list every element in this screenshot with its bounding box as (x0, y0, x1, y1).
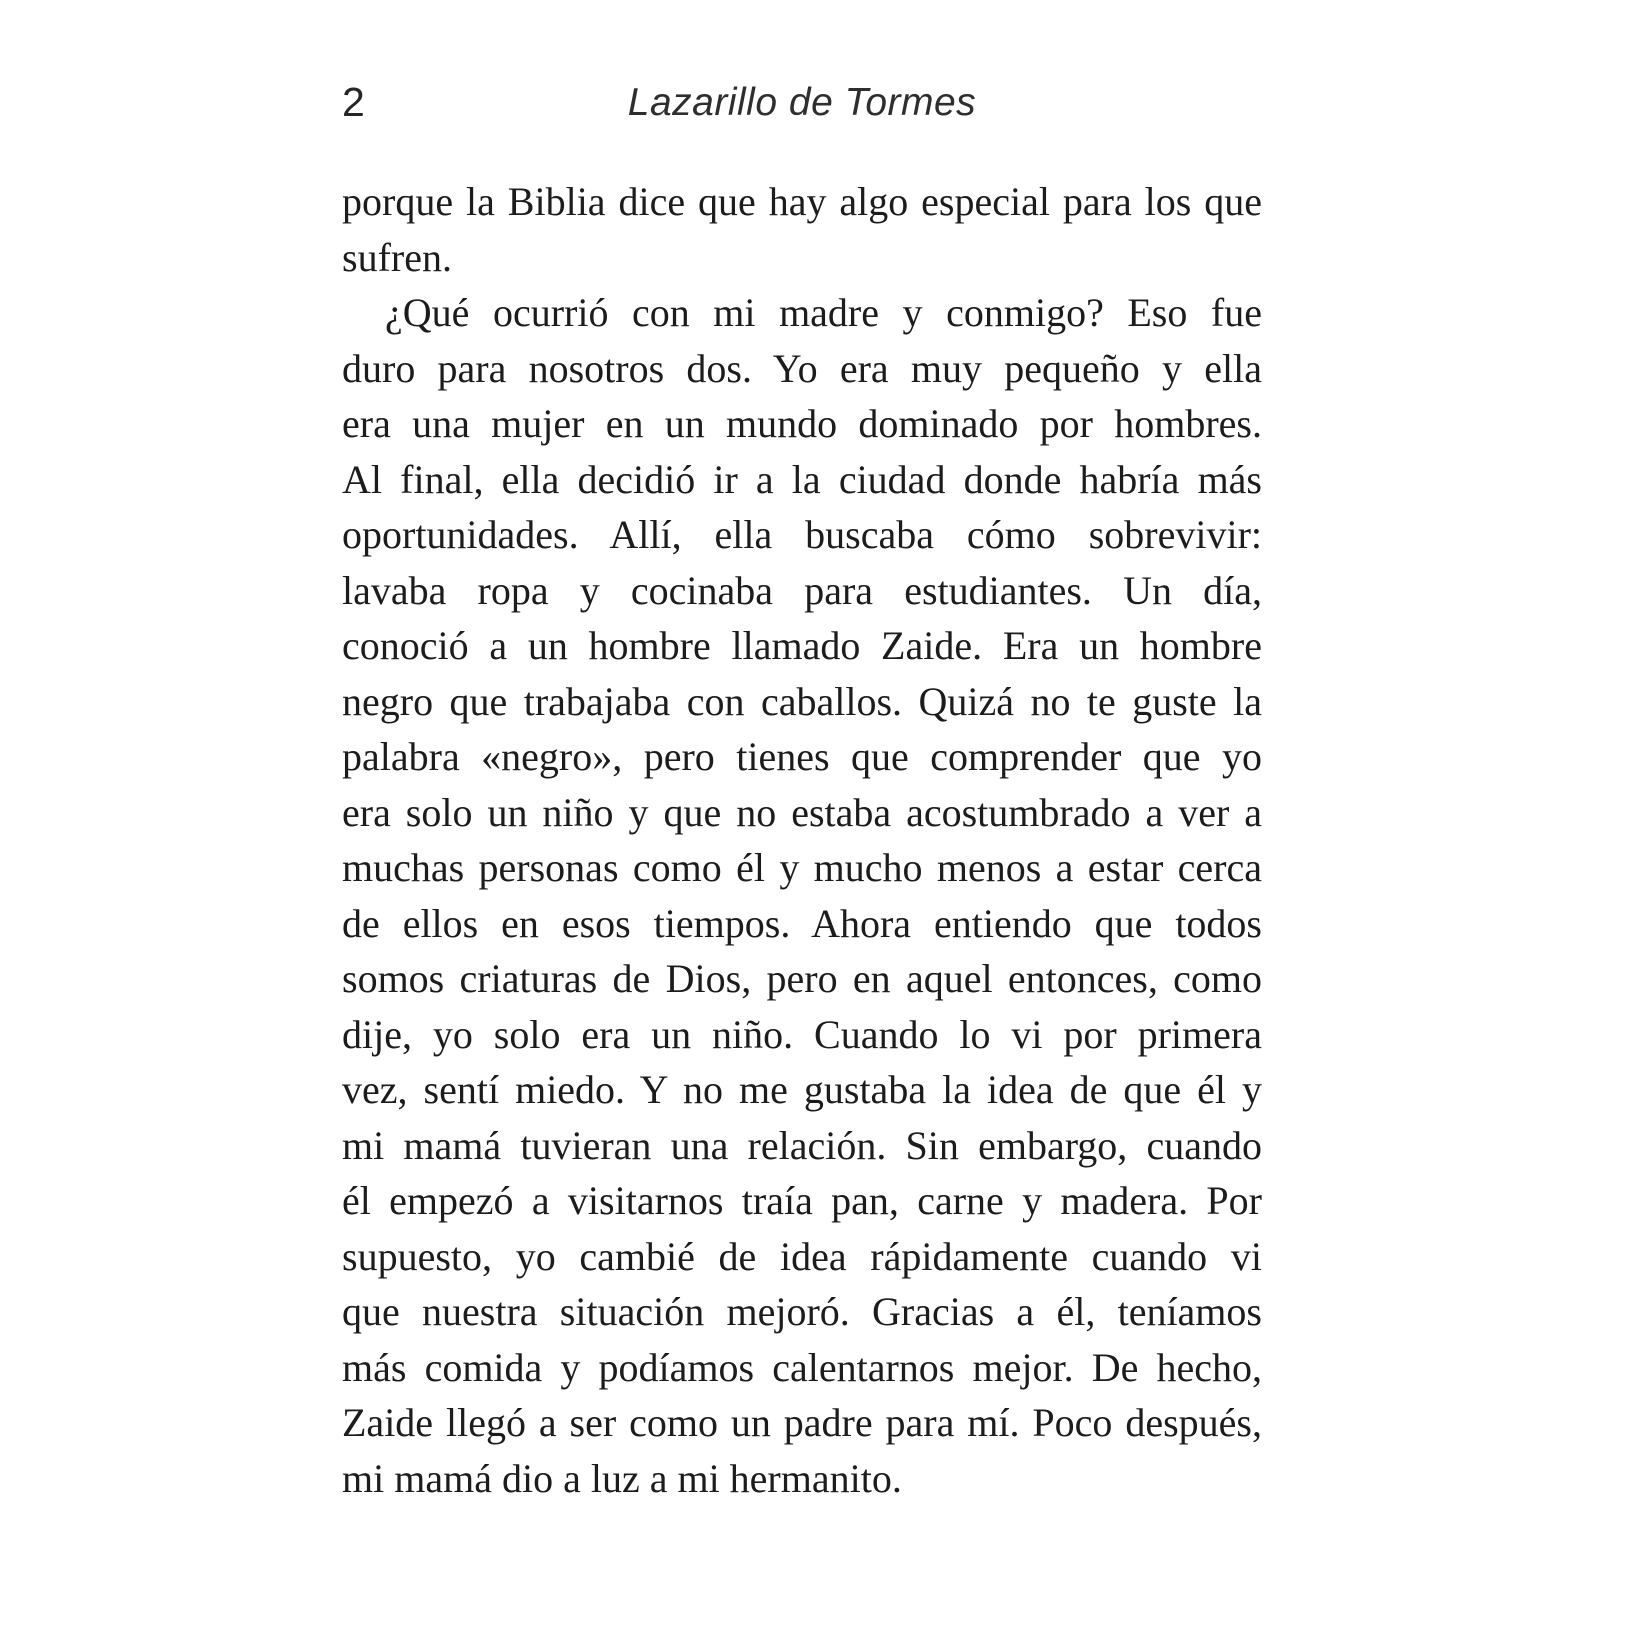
text-line: porque la Biblia dice que hay algo especial para los que (342, 179, 1262, 224)
text-line: él empezó a visitarnos traía pan, carne y madera. Por (342, 1178, 1262, 1223)
text-line: negro que trabajaba con caballos. Quizá no te guste la (342, 678, 1262, 724)
text-line: duro para nosotros dos. Yo era muy pequeño y ella (342, 345, 1262, 391)
text-line: ¿Qué ocurrió con mi madre y conmigo? Eso fue (385, 290, 1262, 335)
text-line: vez, sentí miedo. Y no me gustaba la idea de que él y (342, 1067, 1262, 1112)
page-number: 2 (342, 79, 365, 125)
text-line: era una mujer en un mundo dominado por hombres. (342, 401, 1262, 446)
text-line: supuesto, yo cambié de idea rápidamente cuando vi (342, 1233, 1262, 1279)
text-line: palabra «negro», pero tienes que comprender que yo (342, 734, 1262, 779)
text-line: conoció a un hombre llamado Zaide. Era un hombre (342, 623, 1262, 668)
text-line: dije, yo solo era un niño. Cuando lo vi por primera (342, 1011, 1262, 1057)
text-line: Al final, ella decidió ir a la ciudad donde habría más (342, 456, 1262, 502)
text-line: que nuestra situación mejoró. Gracias a él, teníamos (342, 1289, 1262, 1334)
text-line: mi mamá dio a luz a mi hermanito. (342, 1455, 902, 1501)
text-line: oportunidades. Allí, ella buscaba cómo sobrevivir: (342, 512, 1262, 557)
text-line: muchas personas como él y mucho menos a estar cerca (342, 845, 1262, 890)
page-header (342, 79, 1262, 127)
text-line: somos criaturas de Dios, pero en aquel entonces, como (342, 956, 1262, 1001)
body-text (342, 174, 1262, 1506)
text-line: sufren. (342, 234, 452, 280)
text-line: Zaide llegó a ser como un padre para mí. Poco después, (342, 1400, 1262, 1445)
text-line: mi mamá tuvieran una relación. Sin embargo, cuando (342, 1122, 1262, 1168)
text-line: más comida y podíamos calentarnos mejor. De hecho, (342, 1344, 1262, 1390)
text-line: de ellos en esos tiempos. Ahora entiendo que todos (342, 900, 1262, 946)
text-line: era solo un niño y que no estaba acostumbrado a ver a (342, 789, 1262, 835)
running-title: Lazarillo de Tormes (627, 81, 977, 124)
text-line: lavaba ropa y cocinaba para estudiantes. Un día, (342, 567, 1262, 613)
